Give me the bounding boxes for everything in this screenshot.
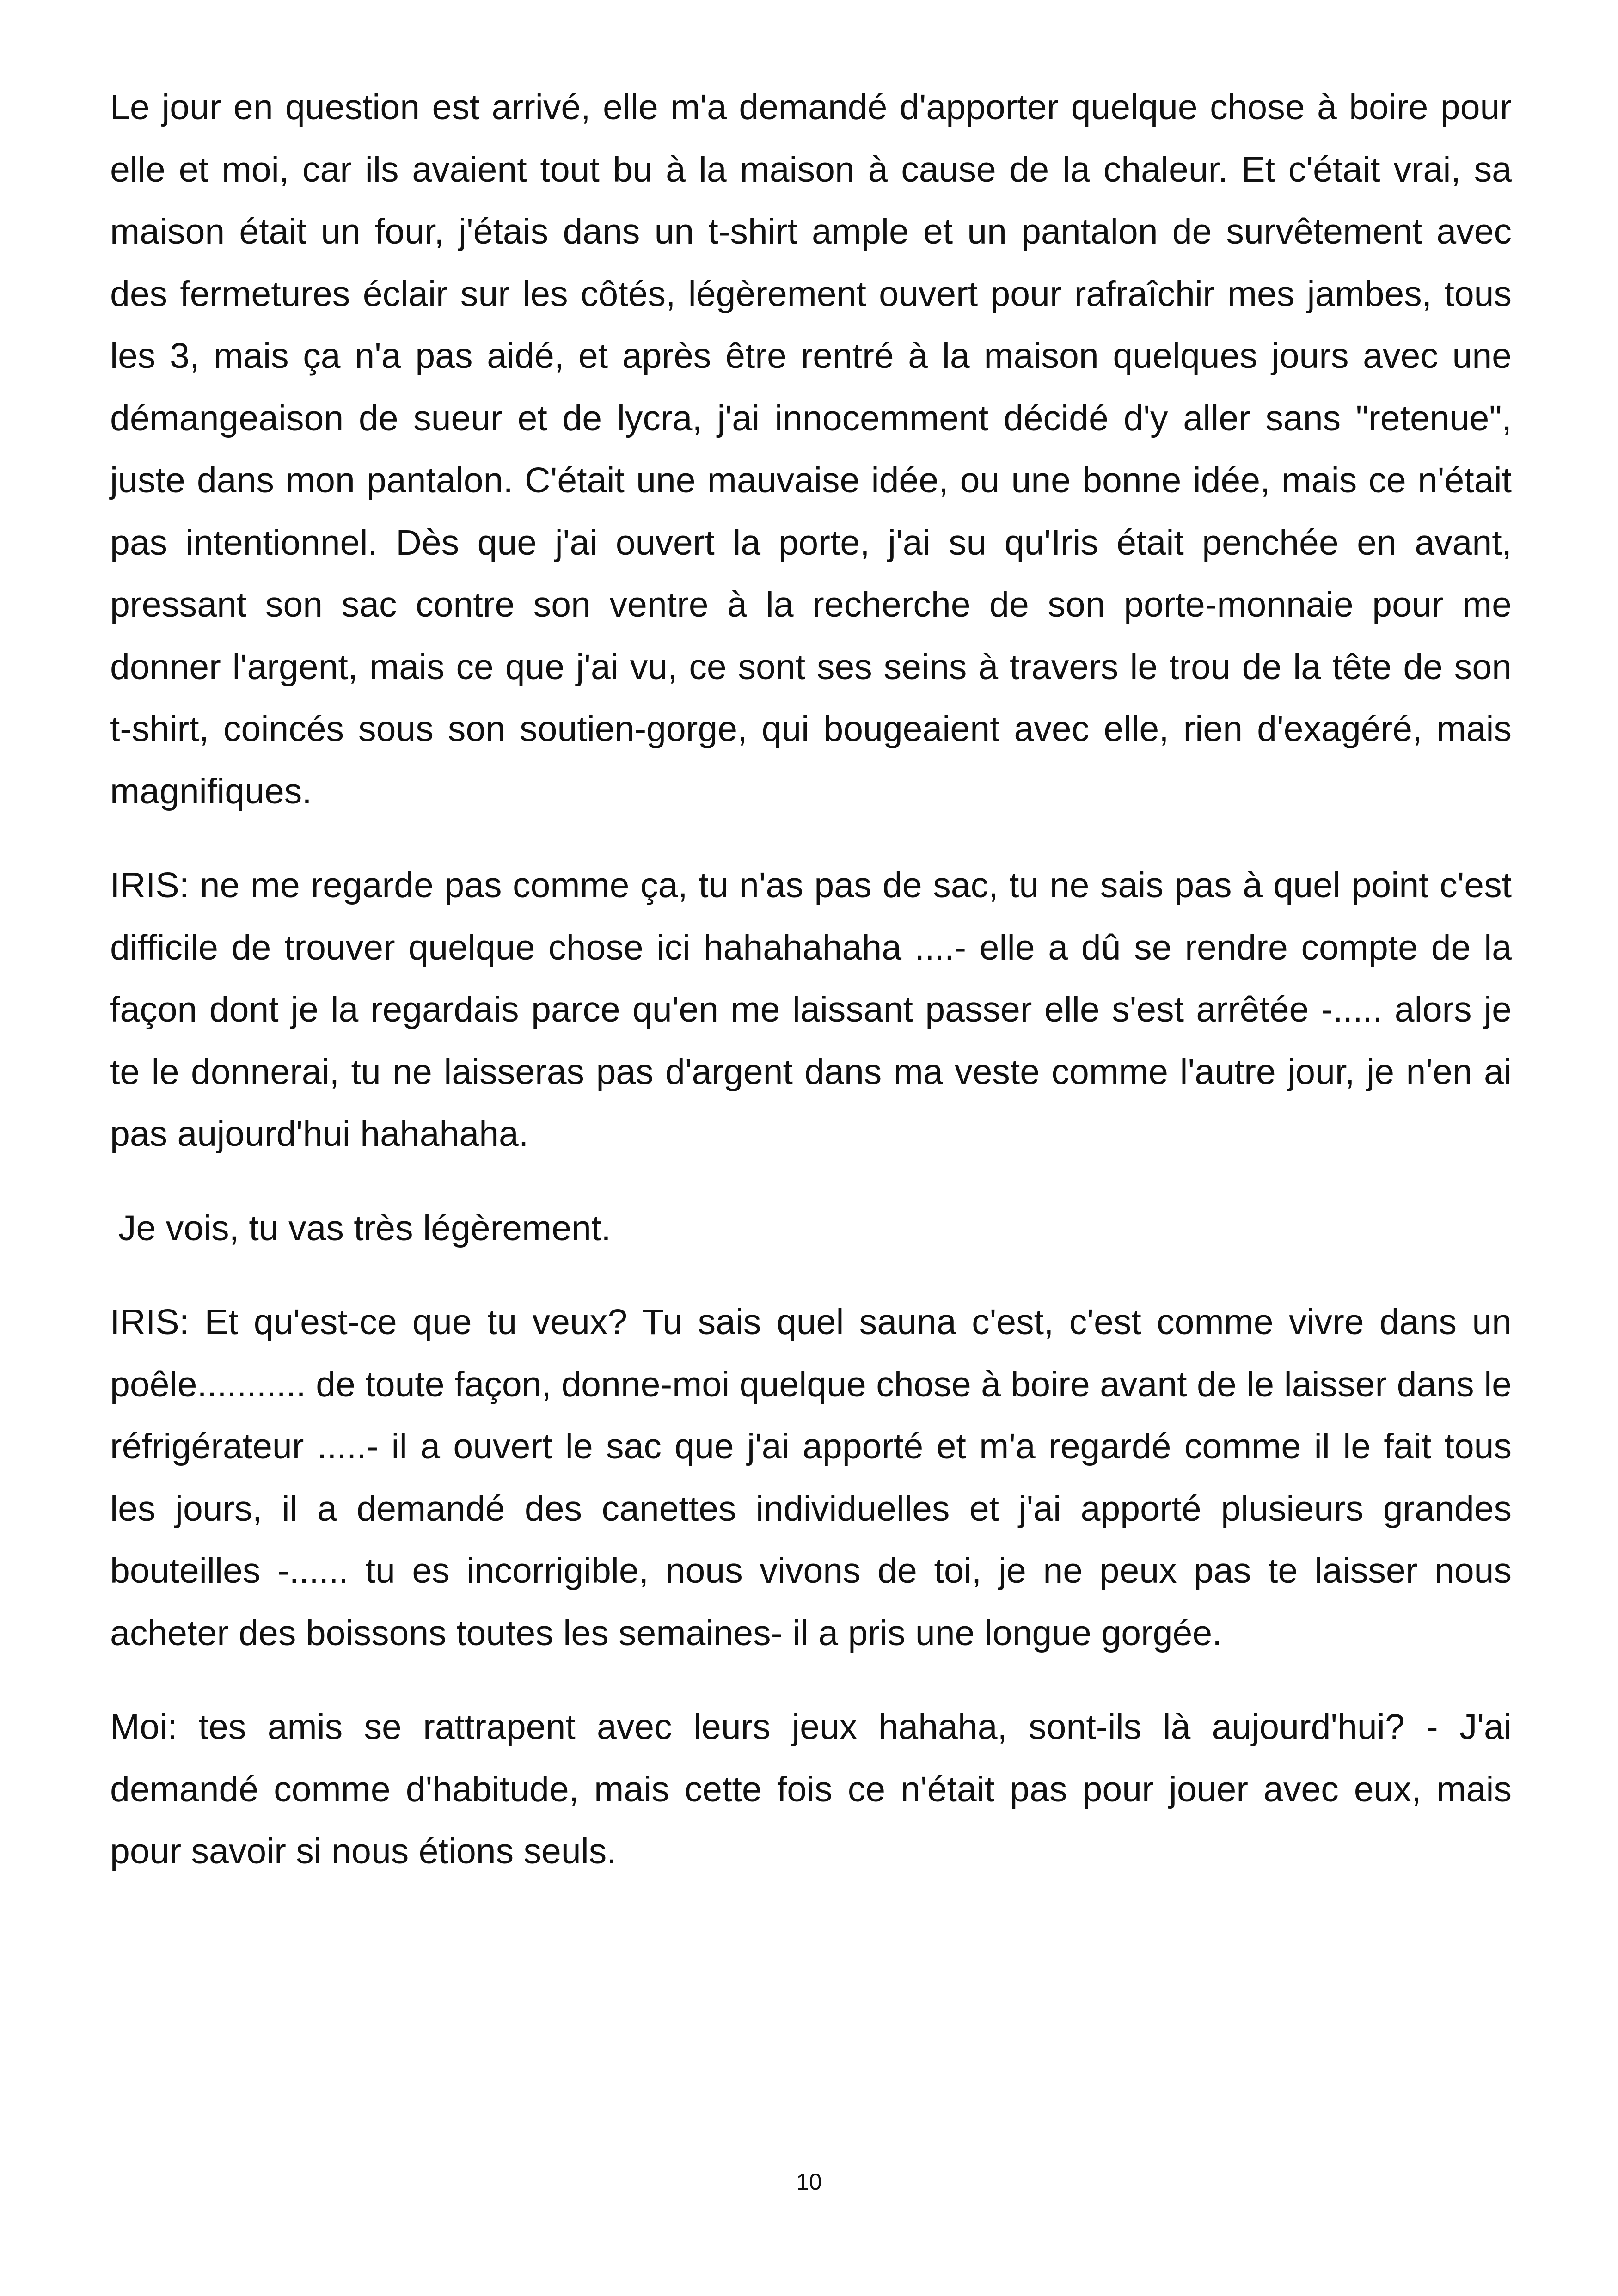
paragraph-short-reply: Je vois, tu vas très légèrement.	[118, 1208, 611, 1248]
body-text	[110, 76, 1512, 1883]
paragraph-moi-dialogue: Moi: tes amis se rattrapent avec leurs jeux hahaha, sont-ils là aujourd'hui? - J'ai demandé comme d'habitude, mais cette fois ce n'était pas pour jouer avec eux, mais pour savoir si nous étions seuls.	[110, 1707, 1512, 1871]
paragraph-iris-dialogue-1: IRIS: ne me regarde pas comme ça, tu n'as pas de sac, tu ne sais pas à quel point c'est difficile de trouver quelque chose ici hahahahaha ....- elle a dû se rendre compte de la façon dont je la regardais parce qu'en me laissant passer elle s'est arrêtée -..... alors je te le donnerai, tu ne laisseras pas d'argent dans ma veste comme l'autre jour, je n'en ai pas aujourd'hui hahahaha.	[110, 865, 1512, 1154]
paragraph-narration-1: Le jour en question est arrivé, elle m'a demandé d'apporter quelque chose à boire pour elle et moi, car ils avaient tout bu à la maison à cause de la chaleur. Et c'était vrai, sa maison était un four, j'étais dans un t-shirt ample et un pantalon de survêtement avec des fermetures éclair sur les côtés, légèrement ouvert pour rafraîchir mes jambes, tous les 3, mais ça n'a pas aidé, et après être rentré à la maison quelques jours avec une démangeaison de sueur et de lycra, j'ai innocemment décidé d'y aller sans "retenue", juste dans mon pantalon. C'était une mauvaise idée, ou une bonne idée, mais ce n'était pas intentionnel. Dès que j'ai ouvert la porte, j'ai su qu'Iris était penchée en avant, pressant son sac contre son ventre à la recherche de son porte-monnaie pour me donner l'argent, mais ce que j'ai vu, ce sont ses seins à travers le trou de la tête de son t-shirt, coincés sous son soutien-gorge, qui bougeaient avec elle, rien d'exagéré, mais magnifiques.	[110, 87, 1512, 811]
paragraph-iris-dialogue-2: IRIS: Et qu'est-ce que tu veux? Tu sais quel sauna c'est, c'est comme vivre dans un poêle........... de toute façon, donne-moi quelque chose à boire avant de le laisser dans le réfrigérateur .....- il a ouvert le sac que j'ai apporté et m'a regardé comme il le fait tous les jours, il a demandé des canettes individuelles et j'ai apporté plusieurs grandes bouteilles -...... tu es incorrigible, nous vivons de toi, je ne peux pas te laisser nous acheter des boissons toutes les semaines- il a pris une longue gorgée.	[110, 1302, 1512, 1653]
page-number: 10	[796, 2169, 822, 2195]
